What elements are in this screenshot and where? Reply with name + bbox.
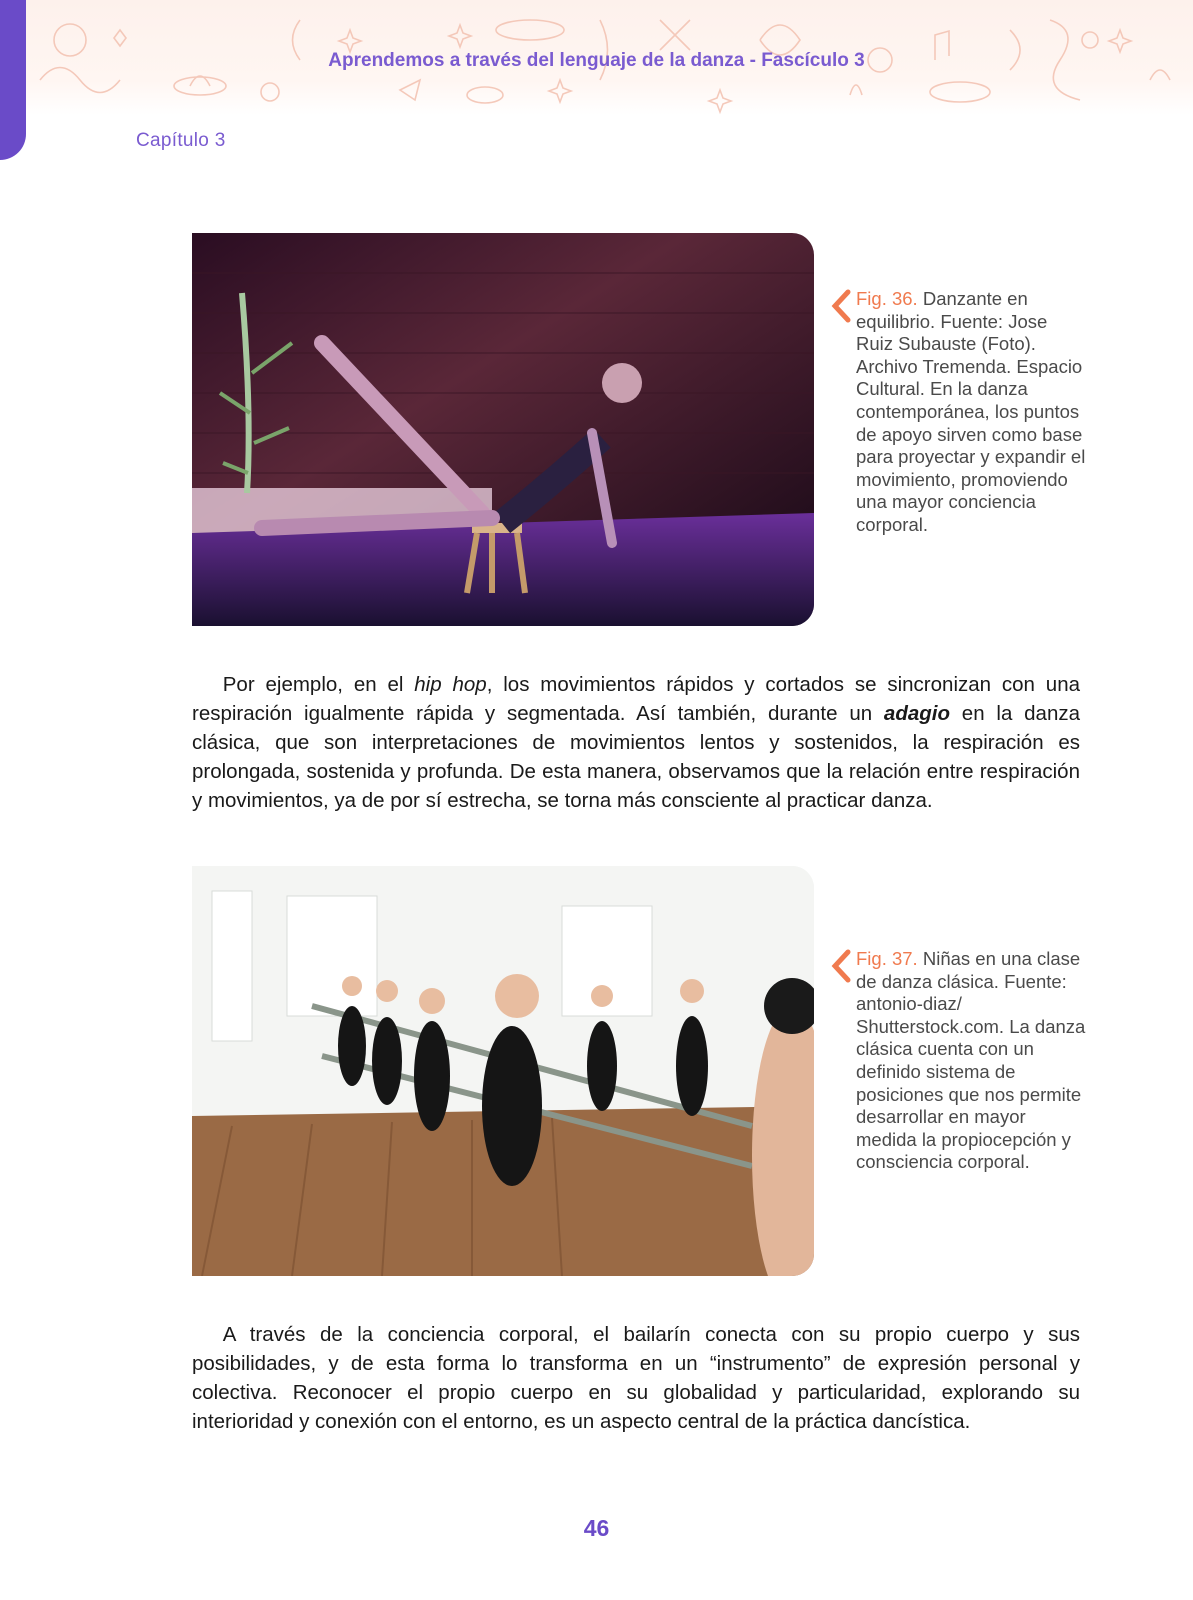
body-paragraph-1: Por ejemplo, en el hip hop, los movimientos rápidos y cortados se sincronizan con una respiración igualmente rápida y segmentada. Así también, durante un adagio en la danza clásica, que son interpretaciones de movimientos lentos y sostenidos, la respiración es prolongada, sostenida y profunda. De esta manera, observamos que la relación entre respiración y movimientos, ya de por sí estrecha, se torna más consciente al practicar danza. (192, 673, 1080, 812)
figure-36-caption (856, 288, 1086, 537)
chapter-side-tab (0, 0, 26, 160)
chapter-label: Capítulo 3 (136, 130, 226, 151)
figure-37-photo (192, 866, 814, 1276)
body-paragraph-2: A través de la conciencia corporal, el bailarín conecta con su propio cuerpo y sus posibilidades, y de esta forma lo transforma en un “instrumento” de expresión personal y colectiva. Reconocer el propio cuerpo en su globalidad y particularidad, explorando su interioridad y conexión con el entorno, es un aspecto central de la práctica dancística. (192, 1323, 1080, 1433)
ballet-class-photo-icon (192, 866, 814, 1276)
figure-36-label: Fig. 36. (856, 288, 918, 309)
figure-37-label: Fig. 37. (856, 948, 918, 969)
dancer-balance-photo-icon (192, 233, 814, 626)
chevron-left-icon (830, 949, 852, 983)
figure-37-caption (856, 948, 1086, 1174)
figure-37-text: Niñas en una clase de danza clásica. Fuente: antonio-diaz/ Shutterstock.com. La danza clásica cuenta con un definido sistema de posiciones que nos permite desarrollar en mayor medida la propiocepción y consciencia corporal. (856, 948, 1086, 1173)
chevron-left-icon (830, 289, 852, 323)
page-number: 46 (583, 1515, 610, 1541)
figure-36-photo (192, 233, 814, 626)
figure-36-text: Danzante en equilibrio. Fuente: Jose Ruiz Subauste (Foto). Archivo Tremenda. Espacio Cultural. En la danza contemporánea, los puntos de apoyo sirven como base para proyectar y expandir el movimiento, promoviendo una mayor conciencia corporal. (856, 288, 1086, 535)
running-title: Aprendemos a través del lenguaje de la danza - Fascículo 3 (328, 50, 865, 71)
